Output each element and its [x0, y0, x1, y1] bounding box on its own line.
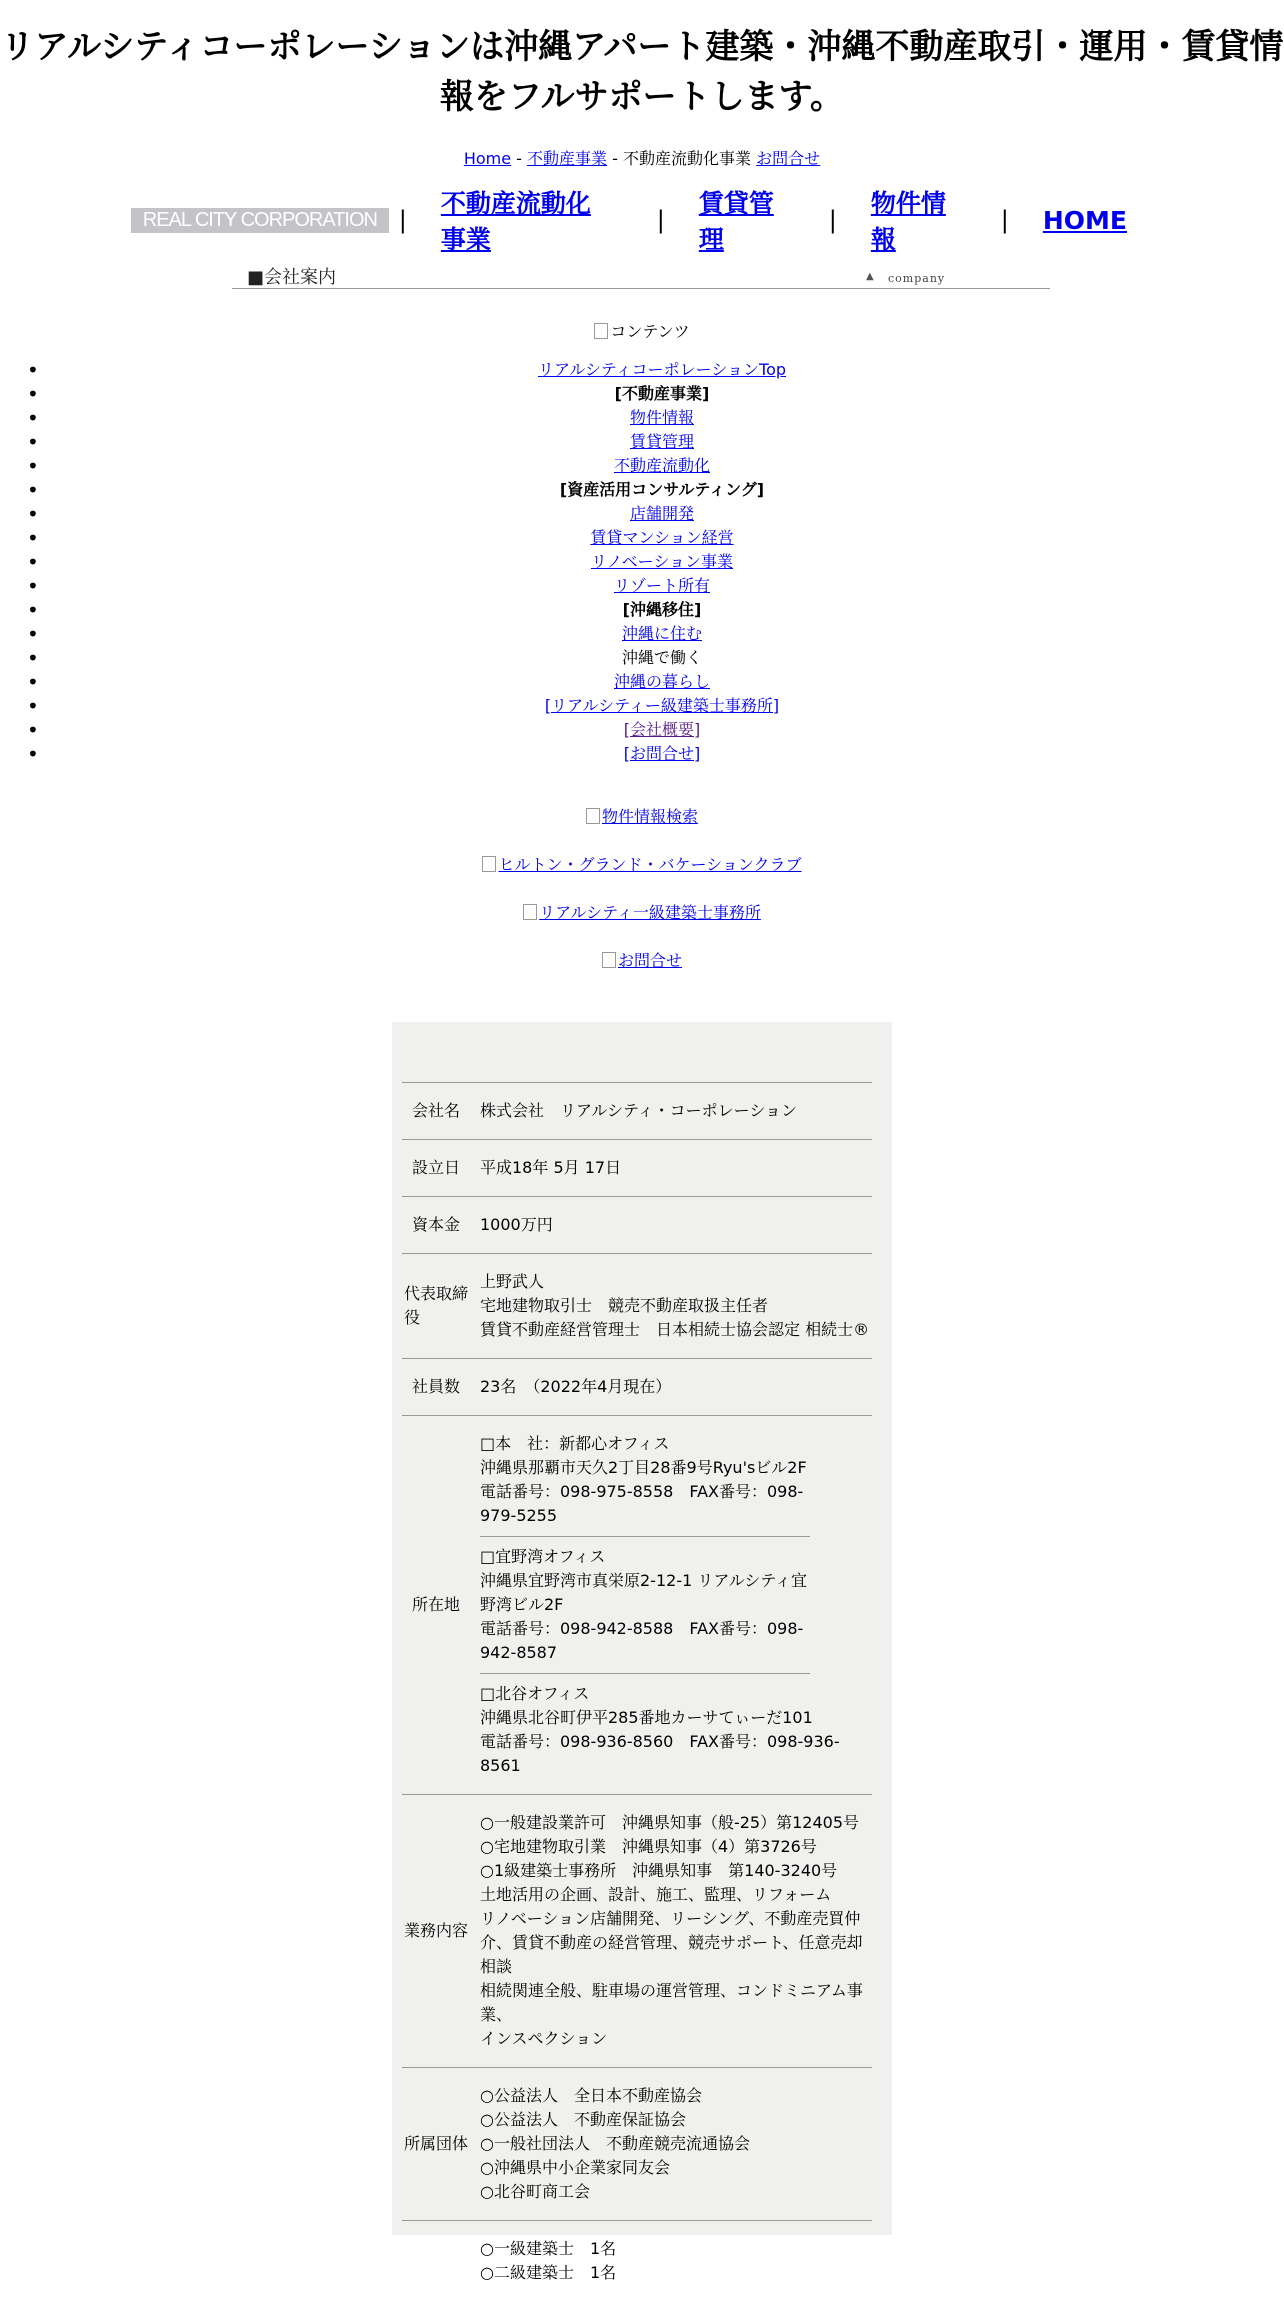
- row-label: 所属団体: [402, 2068, 480, 2221]
- office-block: [480, 1545, 810, 1674]
- business-line: ○1級建築士事務所 沖縄県知事 第140-3240号: [480, 1859, 872, 1883]
- rep-name: 上野武人: [480, 1270, 872, 1294]
- menu-heading-real-estate: [不動産事業]: [615, 384, 710, 403]
- menu-item[interactable]: [0, 550, 1284, 574]
- group-line: ○公益法人 全日本不動産協会: [480, 2084, 872, 2108]
- business-line: ○一般建設業許可 沖縄県知事（般-25）第12405号: [480, 1811, 872, 1835]
- row-label: 代表取締役: [402, 1254, 480, 1359]
- banner-contact[interactable]: [602, 951, 682, 970]
- menu-item[interactable]: [0, 430, 1284, 454]
- banner-contact-alt: お問合せ: [618, 951, 682, 970]
- row-value: [480, 2221, 872, 2301]
- menu-item: [0, 646, 1284, 670]
- office-address: 沖縄県北谷町伊平285番地カーサてぃーだ101: [480, 1706, 872, 1730]
- row-value: 株式会社 リアルシティ・コーポレーション: [480, 1083, 872, 1140]
- menu-link-contact[interactable]: [お問合せ]: [624, 744, 701, 763]
- breadcrumb: [0, 146, 1284, 169]
- table-row: [402, 1083, 872, 1140]
- row-label: 業務内容: [402, 1795, 480, 2068]
- nav-separator: |: [1001, 206, 1009, 234]
- business-line: リノベーション店舗開発、リーシング、不動産売買仲介、賃貸不動産の経営管理、競売サポート、任意売却相談: [480, 1907, 872, 1979]
- menu-link-live[interactable]: 沖縄に住む: [622, 624, 702, 643]
- row-label: 資本金: [402, 1197, 480, 1254]
- business-line: インスペクション: [480, 2027, 872, 2051]
- company-info-table: [402, 1082, 872, 2301]
- menu-link-architect[interactable]: [リアルシティー級建築士事務所]: [545, 696, 779, 715]
- table-row: [402, 1254, 872, 1359]
- office-block: [480, 1682, 872, 1778]
- menu-link-mansion[interactable]: 賃貸マンション経営: [590, 528, 733, 547]
- menu-item[interactable]: [0, 622, 1284, 646]
- nav-separator: |: [657, 206, 665, 234]
- menu-item[interactable]: [0, 454, 1284, 478]
- row-value: 23名 （2022年4月現在）: [480, 1359, 872, 1416]
- menu-heading-consulting: [資産活用コンサルティング]: [560, 480, 764, 499]
- menu-item[interactable]: [0, 694, 1284, 718]
- row-label: 設立日: [402, 1140, 480, 1197]
- table-row: [402, 2221, 872, 2301]
- qualification-line: ○二級建築士 1名: [480, 2261, 872, 2285]
- broken-image-icon: [586, 808, 600, 824]
- table-row: [402, 1140, 872, 1197]
- qualification-line: ○一級建築士 1名: [480, 2237, 872, 2261]
- office-name: □宜野湾オフィス: [480, 1545, 810, 1569]
- business-line: 土地活用の企画、設計、施工、監理、リフォーム: [480, 1883, 872, 1907]
- menu-link-top[interactable]: リアルシティコーポレーションTop: [538, 360, 786, 379]
- menu-item[interactable]: [0, 670, 1284, 694]
- broken-image-icon: [482, 856, 496, 872]
- menu-item: [0, 598, 1284, 622]
- office-phone: 電話番号：098-936-8560 FAX番号：098-936-8561: [480, 1730, 872, 1778]
- banner-architect[interactable]: [523, 903, 761, 922]
- menu-link-renovation[interactable]: リノベーション事業: [591, 552, 733, 571]
- menu-item[interactable]: [0, 406, 1284, 430]
- menu-heading-migration: [沖縄移住]: [623, 600, 702, 619]
- group-line: ○一般社団法人 不動産競売流通協会: [480, 2132, 872, 2156]
- row-label: [402, 2221, 480, 2301]
- menu-link-life[interactable]: 沖縄の暮らし: [614, 672, 710, 691]
- nav-item-liquidation[interactable]: 不動産流動化事業: [441, 184, 613, 256]
- nav-separator: |: [399, 206, 407, 234]
- table-row: [402, 1795, 872, 2068]
- table-row: [402, 1197, 872, 1254]
- company-section-english: company: [888, 272, 945, 285]
- menu-item[interactable]: [0, 502, 1284, 526]
- breadcrumb-real-estate-link[interactable]: 不動産事業: [527, 149, 607, 168]
- row-label: 社員数: [402, 1359, 480, 1416]
- menu-item[interactable]: [0, 574, 1284, 598]
- rep-qualification: 宅地建物取引士 競売不動産取扱主任者: [480, 1294, 872, 1318]
- group-line: ○公益法人 不動産保証協会: [480, 2108, 872, 2132]
- breadcrumb-contact-link[interactable]: お問合せ: [756, 149, 820, 168]
- banner-property-search-alt: 物件情報検索: [602, 807, 698, 826]
- contents-image: [0, 319, 1284, 342]
- row-value: 1000万円: [480, 1197, 872, 1254]
- group-line: ○北谷町商工会: [480, 2180, 872, 2204]
- row-value: [480, 1254, 872, 1359]
- business-line: ○宅地建物取引業 沖縄県知事（4）第3726号: [480, 1835, 872, 1859]
- table-row: [402, 1416, 872, 1795]
- menu-item[interactable]: [0, 742, 1284, 766]
- office-phone: 電話番号：098-975-8558 FAX番号：098-979-5255: [480, 1480, 810, 1528]
- company-logo[interactable]: REAL CITY CORPORATION: [131, 208, 389, 233]
- menu-item[interactable]: [0, 526, 1284, 550]
- group-line: ○沖縄県中小企業家同友会: [480, 2156, 872, 2180]
- broken-image-icon: [602, 952, 616, 968]
- top-navigation: [131, 203, 1161, 237]
- row-value: [480, 1795, 872, 2068]
- nav-item-properties[interactable]: 物件情報: [871, 184, 957, 256]
- breadcrumb-separator: -: [516, 149, 522, 168]
- menu-link-rental[interactable]: 賃貸管理: [630, 432, 694, 451]
- row-label: 所在地: [402, 1416, 480, 1795]
- triangle-up-icon: ▲: [866, 271, 874, 282]
- page-title: リアルシティコーポレーションは沖縄アパート建築・沖縄不動産取引・運用・賃貸情報をフルサポートします。: [0, 22, 1284, 122]
- menu-link-liquidation[interactable]: 不動産流動化: [614, 456, 710, 475]
- banner-hilton[interactable]: [482, 855, 801, 874]
- menu-link-store-dev[interactable]: 店舗開発: [630, 504, 694, 523]
- office-name: □本 社：新都心オフィス: [480, 1432, 810, 1456]
- office-address: 沖縄県那覇市天久2丁目28番9号Ryu'sビル2F: [480, 1456, 810, 1480]
- breadcrumb-separator: -: [612, 149, 618, 168]
- banner-property-search[interactable]: [586, 807, 698, 826]
- menu-item[interactable]: [0, 358, 1284, 382]
- menu-link-resort[interactable]: リゾート所有: [614, 576, 710, 595]
- menu-item: [0, 382, 1284, 406]
- broken-image-icon: [594, 323, 608, 339]
- business-line: 相続関連全般、駐車場の運営管理、コンドミニアム事業、: [480, 1979, 872, 2027]
- table-row: [402, 1359, 872, 1416]
- office-name: □北谷オフィス: [480, 1682, 872, 1706]
- nav-item-rental[interactable]: 賃貸管理: [699, 184, 785, 256]
- company-info-panel: [392, 1022, 892, 2235]
- company-section-header: [232, 262, 1050, 289]
- office-phone: 電話番号：098-942-8588 FAX番号：098-942-8587: [480, 1617, 810, 1665]
- banner-hilton-alt: ヒルトン・グランド・バケーションクラブ: [498, 855, 801, 874]
- nav-separator: |: [829, 206, 837, 234]
- nav-item-home[interactable]: HOME: [1043, 206, 1127, 235]
- broken-image-icon: [523, 904, 537, 920]
- company-section-label: ■会社案内: [247, 263, 336, 289]
- table-row: [402, 2068, 872, 2221]
- office-block: [480, 1432, 810, 1537]
- menu-link-properties[interactable]: 物件情報: [630, 408, 694, 427]
- row-value: [480, 1416, 872, 1795]
- menu-text-work: 沖縄で働く: [622, 648, 702, 667]
- row-value: 平成18年 5月 17日: [480, 1140, 872, 1197]
- breadcrumb-current: 不動産流動化事業: [623, 149, 751, 168]
- menu-item[interactable]: [0, 718, 1284, 742]
- row-value: [480, 2068, 872, 2221]
- contents-image-alt: コンテンツ: [610, 322, 689, 341]
- banner-links: [0, 805, 1284, 997]
- side-menu: [0, 358, 1284, 766]
- breadcrumb-home-link[interactable]: Home: [464, 149, 511, 168]
- menu-item: [0, 478, 1284, 502]
- menu-link-company[interactable]: [会社概要]: [624, 720, 701, 739]
- rep-qualification: 賃貸不動産経営管理士 日本相続士協会認定 相続士®: [480, 1318, 872, 1342]
- office-address: 沖縄県宜野湾市真栄原2-12-1 リアルシティ宜野湾ビル2F: [480, 1569, 810, 1617]
- banner-architect-alt: リアルシティ一級建築士事務所: [539, 903, 761, 922]
- row-label: 会社名: [402, 1083, 480, 1140]
